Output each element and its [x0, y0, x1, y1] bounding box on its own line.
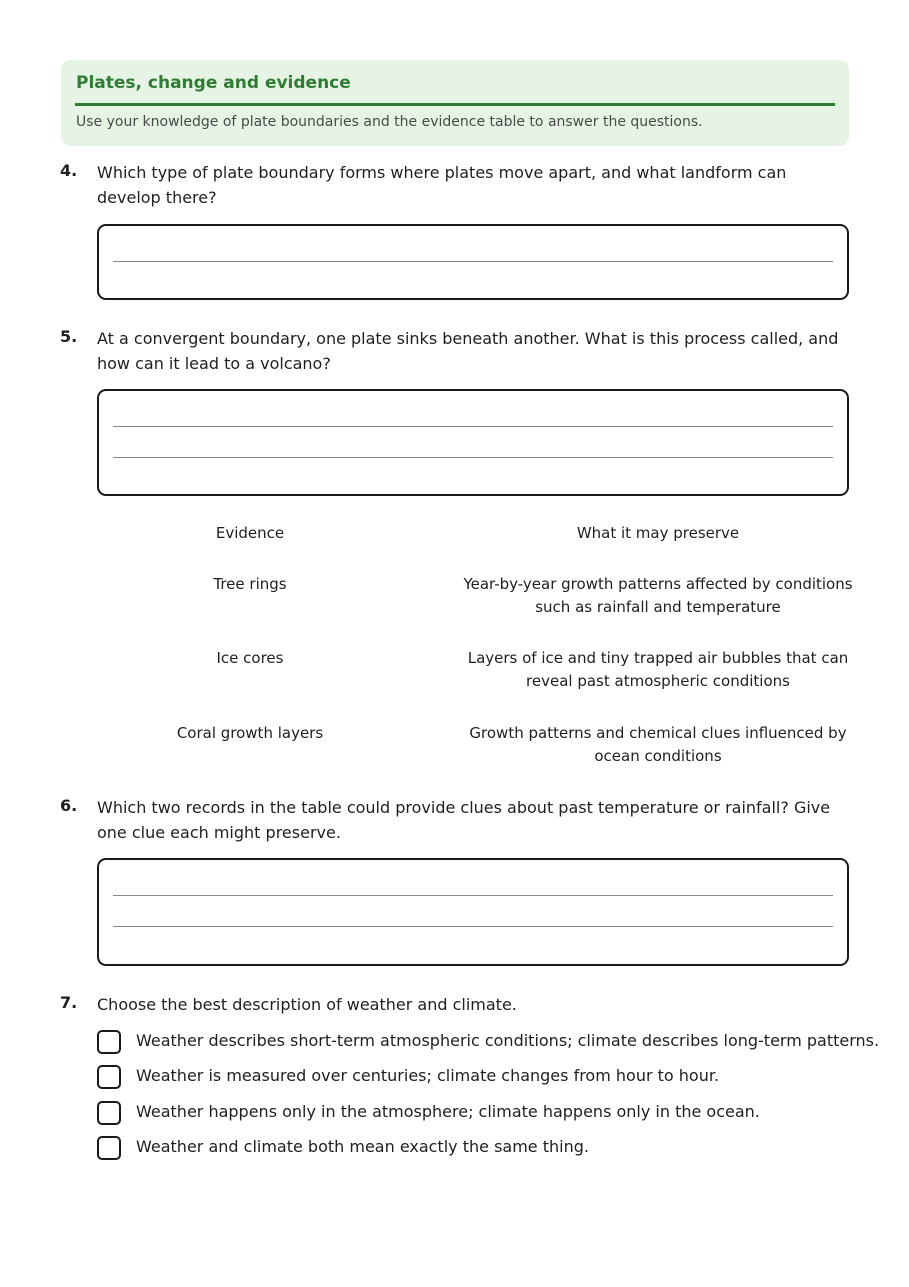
option-label: Weather describes short-term atmospheric conditions; climate describes long-term patterns.	[136, 1031, 880, 1050]
question-text-4: Which type of plate boundary forms where plates move apart, and what landform can develop there?	[97, 163, 787, 207]
section-header	[61, 60, 849, 146]
table-cell-preserve: Layers of ice and tiny trapped air bubbles that can reveal past atmospheric conditions	[467, 649, 849, 690]
table-cell-evidence: Tree rings	[213, 575, 287, 593]
table-cell-preserve: Year-by-year growth patterns affected by conditions such as rainfall and temperature	[463, 575, 853, 616]
question-text-7: Choose the best description of weather and climate.	[97, 995, 517, 1014]
question-text-6: Which two records in the table could provide clues about past temperature or rainfall? Give one clue each might preserve.	[97, 798, 831, 842]
option-3[interactable]	[97, 1101, 857, 1129]
checkbox[interactable]	[97, 1065, 121, 1089]
answer-line	[113, 261, 833, 262]
section-title: Plates, change and evidence	[76, 73, 351, 93]
answer-line	[113, 926, 833, 927]
table-cell-evidence: Ice cores	[216, 649, 284, 667]
answer-line	[113, 457, 833, 458]
question-number-5: 5.	[60, 327, 78, 346]
answer-line	[113, 895, 833, 896]
option-2[interactable]	[97, 1065, 857, 1093]
table-header-evidence: Evidence	[215, 524, 285, 542]
table-cell-evidence: Coral growth layers	[176, 724, 324, 742]
checkbox[interactable]	[97, 1101, 121, 1125]
option-4[interactable]	[97, 1136, 857, 1164]
question-number-4: 4.	[60, 161, 78, 180]
question-number-6: 6.	[60, 796, 78, 815]
section-instructions: Use your knowledge of plate boundaries and the evidence table to answer the questions.	[76, 114, 703, 130]
table-header-preserve: What it may preserve	[576, 524, 740, 542]
answer-box-5[interactable]	[97, 389, 849, 496]
question-number-7: 7.	[60, 993, 78, 1012]
checkbox[interactable]	[97, 1030, 121, 1054]
question-text-5: At a convergent boundary, one plate sinks beneath another. What is this process called, and how can it lead to a volcano?	[97, 329, 839, 373]
option-label: Weather and climate both mean exactly the same thing.	[136, 1137, 589, 1156]
option-1[interactable]	[97, 1030, 880, 1058]
answer-box-4[interactable]	[97, 224, 849, 300]
checkbox[interactable]	[97, 1136, 121, 1160]
option-label: Weather happens only in the atmosphere; climate happens only in the ocean.	[136, 1102, 760, 1121]
option-label: Weather is measured over centuries; climate changes from hour to hour.	[136, 1066, 720, 1085]
answer-box-6[interactable]	[97, 858, 849, 966]
answer-line	[113, 426, 833, 427]
header-divider	[75, 103, 835, 106]
table-cell-preserve: Growth patterns and chemical clues influenced by ocean conditions	[469, 724, 847, 765]
